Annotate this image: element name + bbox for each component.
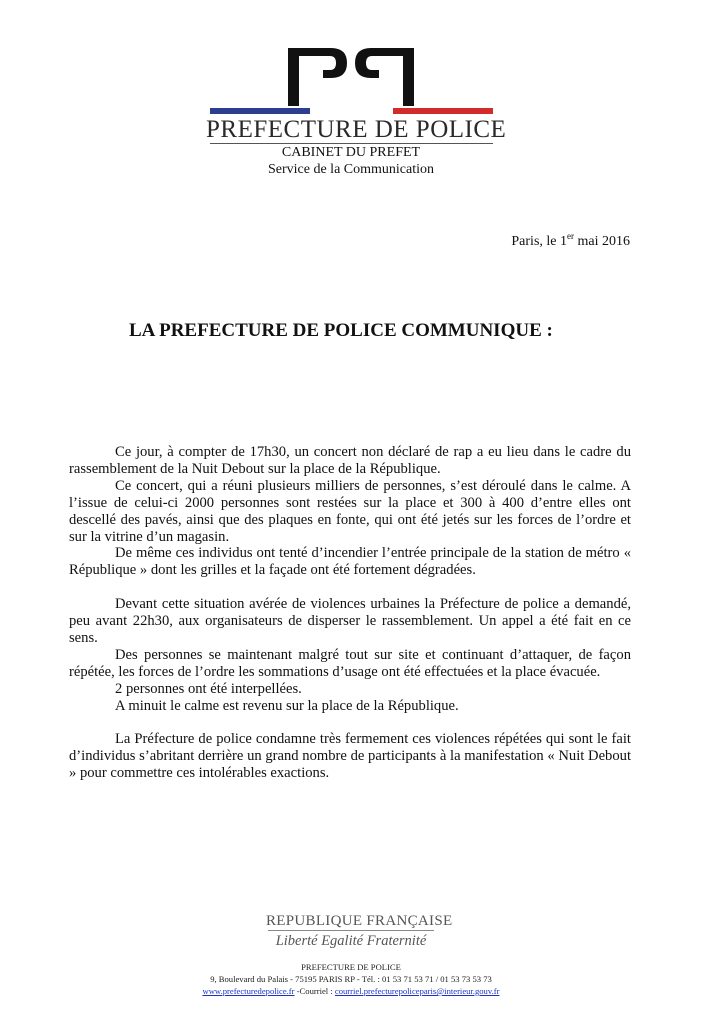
- communique-body: [69, 444, 631, 782]
- paragraph: Des personnes se maintenant malgré tout sur site et continuant d’attaquer, de façon répétée, les forces de l’ordre les sommations d’usage ont été effectuées et la place évacuée.: [69, 646, 631, 680]
- paragraph: Ce jour, à compter de 17h30, un concert non déclaré de rap a eu lieu dans le cadre du rassemblement de la Nuit Debout sur la place de la République.: [69, 444, 631, 477]
- org-name-rule: [210, 143, 493, 144]
- dateline: [380, 231, 630, 250]
- republique-rule: [268, 930, 434, 931]
- communique-title: LA PREFECTURE DE POLICE COMMUNIQUE :: [129, 320, 553, 341]
- republique-francaise-logo: REPUBLIQUE FRANÇAISE: [266, 913, 453, 929]
- footer-org: PREFECTURE DE POLICE: [301, 962, 401, 972]
- tricolor-bar: [210, 108, 493, 114]
- paragraph: Ce concert, qui a réuni plusieurs milliers de personnes, s’est déroulé dans le calme. A l’issue de celui-ci 2000 personnes sont restées sur la place et 300 à 400 d’entre elles ont descellé des pavés, ainsi que des plaques en fonte, qui ont été jetés sur les forces de l’ordre et sur la vitrine d’un magasin.: [69, 477, 631, 545]
- footer-address: 9, Boulevard du Palais - 75195 PARIS RP - Tél. : 01 53 71 53 71 / 01 53 73 53 73: [210, 974, 492, 984]
- dateline-ordinal: er: [567, 231, 574, 241]
- paragraph: La Préfecture de police condamne très fermement ces violences répétées qui sont le fait d’individus s’abritant derrière un grand nombre de participants à la manifestation « Nuit Debout » pour commettre ces intolérables exactions.: [69, 731, 631, 782]
- cabinet-line: CABINET DU PREFET: [281, 145, 421, 160]
- dateline-suffix: mai 2016: [574, 234, 630, 249]
- paragraph: De même ces individus ont tenté d’incendier l’entrée principale de la station de métro « République » dont les grilles et la façade ont été fortement dégradées.: [69, 545, 631, 579]
- paragraph: 2 personnes ont été interpellées.: [115, 680, 302, 697]
- service-line: Service de la Communication: [267, 162, 434, 177]
- org-name: PREFECTURE DE POLICE: [206, 116, 507, 143]
- dateline-prefix: Paris, le 1: [511, 234, 567, 249]
- courriel-label: -Courriel :: [294, 986, 335, 996]
- email-link[interactable]: courriel.prefecturepoliceparis@interieur.gouv.fr: [334, 986, 500, 996]
- republic-motto: Liberté Egalité Fraternité: [275, 933, 427, 949]
- prefecture-pp-logo: [283, 44, 419, 110]
- paragraph: A minuit le calme est revenu sur la place de la République.: [115, 697, 459, 714]
- paragraph: Devant cette situation avérée de violences urbaines la Préfecture de police a demandé, peu avant 22h30, aux organisateurs de disperser le rassemblement. Un appel a été fait en ce sens.: [69, 596, 631, 646]
- website-link[interactable]: www.prefecturedepolice.fr: [202, 986, 295, 996]
- footer-contact: [0, 986, 702, 997]
